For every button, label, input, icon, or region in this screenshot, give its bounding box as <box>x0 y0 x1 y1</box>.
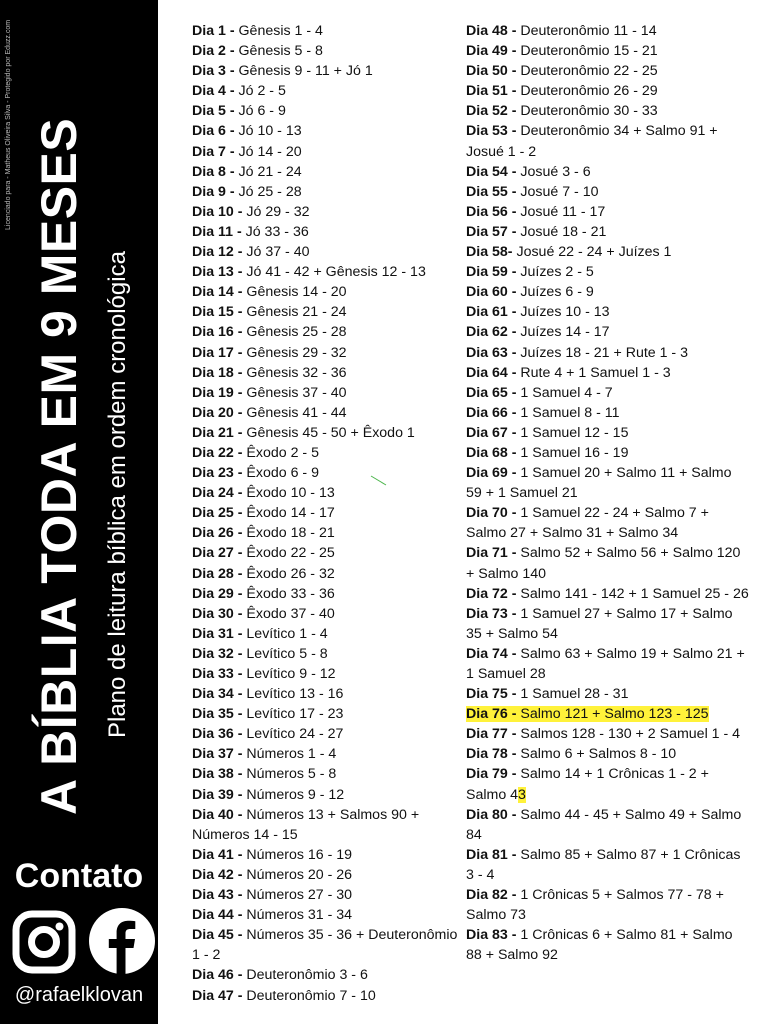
day-label: Dia 66 - <box>466 404 517 421</box>
reading-entry <box>192 604 462 624</box>
reading-entry <box>192 21 462 41</box>
reading-entry <box>192 162 462 182</box>
reading-text: Juízes 14 - 17 <box>516 324 610 341</box>
facebook-icon[interactable] <box>88 907 156 975</box>
reading-entry <box>466 182 751 202</box>
reading-entry <box>466 503 751 543</box>
reading-text: Salmo 44 - 45 + Salmo 49 + Salmo 84 <box>466 806 742 843</box>
reading-entry <box>192 523 462 543</box>
reading-entry <box>192 322 462 342</box>
reading-text: Levítico 1 - 4 <box>242 625 328 642</box>
reading-text: Josué 18 - 21 <box>516 223 607 240</box>
reading-entry <box>192 41 462 61</box>
day-label: Dia 23 - <box>192 465 243 482</box>
day-label: Dia 59 - <box>466 264 517 281</box>
reading-text: Deuteronômio 7 - 10 <box>242 987 376 1004</box>
reading-entry <box>466 343 751 363</box>
reading-entry <box>192 61 462 81</box>
reading-text: Deuteronômio 34 + Salmo 91 + Josué 1 - 2 <box>466 123 718 160</box>
day-label: Dia 39 - <box>192 786 243 803</box>
reading-entry <box>466 101 751 121</box>
reading-entry <box>466 704 751 724</box>
day-label: Dia 80 - <box>466 806 517 823</box>
reading-entry <box>466 383 751 403</box>
social-handle: @rafaelklovan <box>14 984 144 1006</box>
day-label: Dia 33 - <box>192 666 243 682</box>
sidebar <box>0 0 158 1024</box>
reading-entry <box>192 543 462 563</box>
reading-entry <box>192 423 462 443</box>
reading-entry <box>192 965 462 985</box>
reading-entry <box>192 644 462 664</box>
reading-entry <box>192 584 462 604</box>
stray-green-mark <box>370 475 388 487</box>
reading-text: Êxodo 6 - 9 <box>242 465 319 482</box>
day-label: Dia 58- <box>466 244 513 261</box>
day-label: Dia 83 - <box>466 927 517 944</box>
reading-entry <box>466 302 751 322</box>
reading-text: Êxodo 18 - 21 <box>242 525 335 542</box>
reading-entry <box>192 885 462 905</box>
reading-entry <box>466 885 751 925</box>
reading-text: Jó 41 - 42 + Gênesis 12 - 13 <box>242 264 426 281</box>
reading-entry <box>466 584 751 604</box>
day-label: Dia 28 - <box>192 565 243 582</box>
reading-text: Salmo 121 + Salmo 123 - 125 <box>516 706 709 723</box>
day-label: Dia 34 - <box>192 686 243 703</box>
day-label: Dia 79 - <box>466 766 517 783</box>
reading-entry <box>192 925 462 965</box>
day-label: Dia 16 - <box>192 324 243 341</box>
reading-entry <box>466 41 751 61</box>
reading-text: Números 35 - 36 + Deuteronômio 1 - 2 <box>192 927 458 964</box>
reading-entry <box>466 805 751 845</box>
day-label: Dia 63 - <box>466 344 517 361</box>
day-label: Dia 81 - <box>466 846 517 863</box>
day-label: Dia 75 - <box>466 686 517 703</box>
day-label: Dia 27 - <box>192 545 243 562</box>
reading-text: 1 Crônicas 5 + Salmos 77 - 78 + Salmo 73 <box>466 887 724 924</box>
reading-text: Números 5 - 8 <box>242 766 337 783</box>
reading-text: Números 13 + Salmos 90 + Números 14 - 15 <box>192 806 420 843</box>
reading-entry <box>192 403 462 423</box>
reading-entry <box>466 222 751 242</box>
day-label: Dia 56 - <box>466 203 517 220</box>
reading-entry <box>192 363 462 383</box>
reading-text: Josué 11 - 17 <box>516 203 606 220</box>
reading-text: Jó 14 - 20 <box>234 143 302 160</box>
day-label: Dia 64 - <box>466 364 517 381</box>
license-notice: Licenciado para - Matheus Oliveira Silva - Protegido por Eduzz.com <box>5 19 12 230</box>
day-label: Dia 37 - <box>192 746 243 763</box>
reading-text: Gênesis 25 - 28 <box>242 324 347 341</box>
reading-entry <box>192 744 462 764</box>
reading-text: 1 Samuel 22 - 24 + Salmo 7 + Salmo 27 + Salmo 31 + Salmo 34 <box>466 505 709 542</box>
day-label: Dia 35 - <box>192 706 243 723</box>
reading-entry <box>466 21 751 41</box>
instagram-icon[interactable] <box>12 910 76 974</box>
reading-entry <box>192 624 462 644</box>
reading-plan-left-column <box>192 21 462 1006</box>
reading-entry <box>192 986 462 1006</box>
day-label: Dia 65 - <box>466 384 517 401</box>
reading-text: Josué 22 - 24 + Juízes 1 <box>512 244 672 261</box>
reading-text: 1 Crônicas 6 + Salmo 81 + Salmo 88 + Salmo 92 <box>466 927 733 964</box>
reading-entry <box>466 322 751 342</box>
day-label: Dia 82 - <box>466 887 517 904</box>
reading-text: Rute 4 + 1 Samuel 1 - 3 <box>516 364 671 381</box>
reading-text: Levítico 13 - 16 <box>242 686 344 703</box>
reading-text: Salmo 14 + 1 Crônicas 1 - 2 + Salmo 4 <box>466 766 709 803</box>
reading-text: Gênesis 14 - 20 <box>242 284 347 301</box>
day-label: Dia 74 - <box>466 645 517 662</box>
reading-entry <box>466 925 751 965</box>
day-label: Dia 1 - <box>192 23 235 39</box>
reading-entry <box>192 282 462 302</box>
reading-entry <box>192 443 462 463</box>
day-label: Dia 45 - <box>192 927 243 944</box>
reading-text: Êxodo 22 - 25 <box>242 545 335 562</box>
day-label: Dia 41 - <box>192 846 243 863</box>
day-label: Dia 60 - <box>466 284 517 301</box>
day-label: Dia 12 - <box>192 244 243 261</box>
day-label: Dia 11 - <box>192 223 242 240</box>
reading-text: 1 Samuel 4 - 7 <box>516 384 613 401</box>
reading-entry <box>192 182 462 202</box>
day-label: Dia 47 - <box>192 987 243 1004</box>
reading-text: Salmo 52 + Salmo 56 + Salmo 120 + Salmo 140 <box>466 545 741 582</box>
day-label: Dia 46 - <box>192 967 243 984</box>
day-label: Dia 77 - <box>466 726 517 743</box>
reading-entry <box>192 343 462 363</box>
day-label: Dia 78 - <box>466 746 517 763</box>
reading-text: Levítico 5 - 8 <box>242 645 328 662</box>
reading-entry <box>466 162 751 182</box>
reading-text: Jó 6 - 9 <box>234 103 286 120</box>
reading-text: Jó 10 - 13 <box>234 123 302 140</box>
page-title: A BÍBLIA TODA EM 9 MESES <box>31 117 87 815</box>
day-label: Dia 68 - <box>466 444 517 461</box>
reading-entry <box>466 282 751 302</box>
reading-entry <box>466 604 751 644</box>
reading-entry <box>466 845 751 885</box>
day-label: Dia 8 - <box>192 163 235 180</box>
reading-text: Deuteronômio 3 - 6 <box>242 967 368 984</box>
day-label: Dia 9 - <box>192 183 235 200</box>
reading-text: Êxodo 37 - 40 <box>242 605 335 622</box>
day-label: Dia 48 - <box>466 23 517 39</box>
reading-text: Gênesis 21 - 24 <box>242 304 347 321</box>
page-subtitle: Plano de leitura bíblica em ordem cronológica <box>104 251 131 738</box>
reading-text: Deuteronômio 15 - 21 <box>516 43 658 60</box>
day-label: Dia 18 - <box>192 364 243 381</box>
day-label: Dia 36 - <box>192 726 243 743</box>
day-label: Dia 38 - <box>192 766 243 783</box>
highlighted-digit: 3 <box>518 786 526 803</box>
reading-text: Jó 29 - 32 <box>242 203 310 220</box>
day-label: Dia 4 - <box>192 83 235 100</box>
day-label: Dia 42 - <box>192 866 243 883</box>
day-label: Dia 73 - <box>466 605 517 622</box>
reading-entry <box>192 302 462 322</box>
day-label: Dia 29 - <box>192 585 243 602</box>
reading-text: Levítico 24 - 27 <box>242 726 344 743</box>
day-label: Dia 22 - <box>192 444 243 461</box>
reading-text: Jó 2 - 5 <box>234 83 286 100</box>
reading-entry <box>466 363 751 383</box>
day-label: Dia 71 - <box>466 545 517 562</box>
day-label: Dia 5 - <box>192 103 235 120</box>
reading-entry <box>192 704 462 724</box>
reading-entry <box>466 724 751 744</box>
day-label: Dia 3 - <box>192 63 235 80</box>
day-label: Dia 57 - <box>466 223 517 240</box>
day-label: Dia 19 - <box>192 384 243 401</box>
reading-text: Deuteronômio 30 - 33 <box>516 103 658 120</box>
reading-entry <box>466 61 751 81</box>
reading-entry <box>466 463 751 503</box>
reading-text: Jó 21 - 24 <box>234 163 302 180</box>
reading-text: Deuteronômio 26 - 29 <box>516 83 658 100</box>
reading-text: Jó 25 - 28 <box>234 183 302 200</box>
day-label: Dia 70 - <box>466 505 517 522</box>
day-label: Dia 76 - <box>466 706 517 723</box>
reading-text: Números 27 - 30 <box>242 887 353 904</box>
reading-entry <box>192 684 462 704</box>
reading-text: Salmos 128 - 130 + 2 Samuel 1 - 4 <box>516 726 741 743</box>
reading-text: Salmo 85 + Salmo 87 + 1 Crônicas 3 - 4 <box>466 846 741 883</box>
day-label: Dia 2 - <box>192 43 235 60</box>
day-label: Dia 31 - <box>192 625 243 642</box>
reading-entry <box>192 845 462 865</box>
reading-entry <box>466 744 751 764</box>
reading-entry <box>192 483 462 503</box>
reading-text: Números 31 - 34 <box>242 907 353 924</box>
reading-entry <box>466 684 751 704</box>
reading-text: 1 Samuel 8 - 11 <box>516 404 620 421</box>
reading-entry <box>466 423 751 443</box>
reading-text: Números 1 - 4 <box>242 746 337 763</box>
day-label: Dia 43 - <box>192 887 243 904</box>
day-label: Dia 40 - <box>192 806 243 823</box>
day-label: Dia 17 - <box>192 344 243 361</box>
reading-entry <box>466 644 751 684</box>
reading-text: Êxodo 2 - 5 <box>242 444 319 461</box>
day-label: Dia 7 - <box>192 143 235 160</box>
reading-entry <box>192 865 462 885</box>
day-label: Dia 13 - <box>192 264 243 281</box>
reading-text: Gênesis 45 - 50 + Êxodo 1 <box>242 424 415 441</box>
reading-text: Levítico 9 - 12 <box>242 666 336 682</box>
reading-text: 1 Samuel 20 + Salmo 11 + Salmo 59 + 1 Samuel 21 <box>466 465 732 502</box>
reading-entry <box>466 242 751 262</box>
day-label: Dia 49 - <box>466 43 517 60</box>
reading-entry <box>192 805 462 845</box>
day-label: Dia 32 - <box>192 645 243 662</box>
reading-text: Deuteronômio 22 - 25 <box>516 63 658 80</box>
reading-text: 1 Samuel 16 - 19 <box>516 444 629 461</box>
day-label: Dia 10 - <box>192 203 243 220</box>
reading-entry <box>192 202 462 222</box>
reading-text: Gênesis 37 - 40 <box>242 384 347 401</box>
reading-text: Deuteronômio 11 - 14 <box>516 23 657 39</box>
day-label: Dia 6 - <box>192 123 235 140</box>
reading-text: Êxodo 26 - 32 <box>242 565 335 582</box>
day-label: Dia 20 - <box>192 404 243 421</box>
reading-text: Josué 7 - 10 <box>516 183 599 200</box>
reading-entry <box>192 564 462 584</box>
reading-text: Juízes 6 - 9 <box>516 284 594 301</box>
reading-entry <box>192 383 462 403</box>
reading-entry <box>466 121 751 161</box>
reading-entry <box>192 142 462 162</box>
reading-entry <box>192 101 462 121</box>
day-label: Dia 62 - <box>466 324 517 341</box>
reading-entry <box>192 242 462 262</box>
day-label: Dia 15 - <box>192 304 243 321</box>
reading-text: Gênesis 29 - 32 <box>242 344 347 361</box>
reading-entry <box>192 664 462 684</box>
reading-text: Gênesis 1 - 4 <box>234 23 323 39</box>
reading-entry <box>466 443 751 463</box>
day-label: Dia 72 - <box>466 585 517 602</box>
reading-text: Êxodo 33 - 36 <box>242 585 335 602</box>
reading-text: Levítico 17 - 23 <box>242 706 344 723</box>
reading-text: Gênesis 41 - 44 <box>242 404 347 421</box>
reading-text: 1 Samuel 27 + Salmo 17 + Salmo 35 + Salmo 54 <box>466 605 733 642</box>
reading-text: Salmo 6 + Salmos 8 - 10 <box>516 746 677 763</box>
day-label: Dia 52 - <box>466 103 517 120</box>
reading-text: Jó 37 - 40 <box>242 244 310 261</box>
day-label: Dia 50 - <box>466 63 517 80</box>
reading-text: Números 9 - 12 <box>242 786 345 803</box>
reading-entry <box>466 403 751 423</box>
day-label: Dia 14 - <box>192 284 243 301</box>
reading-entry <box>192 262 462 282</box>
day-label: Dia 69 - <box>466 465 517 482</box>
reading-entry <box>192 81 462 101</box>
reading-entry <box>466 543 751 583</box>
reading-entry <box>466 202 751 222</box>
reading-text: Gênesis 32 - 36 <box>242 364 347 381</box>
reading-text: Josué 3 - 6 <box>516 163 591 180</box>
reading-entry <box>466 81 751 101</box>
reading-text: Salmo 141 - 142 + 1 Samuel 25 - 26 <box>516 585 749 602</box>
reading-text: Jó 33 - 36 <box>241 223 309 240</box>
reading-entry <box>466 764 751 804</box>
day-label: Dia 44 - <box>192 907 243 924</box>
reading-text: Êxodo 14 - 17 <box>242 505 335 522</box>
reading-entry <box>192 222 462 242</box>
reading-text: Gênesis 5 - 8 <box>234 43 323 60</box>
day-label: Dia 55 - <box>466 183 517 200</box>
reading-entry <box>192 905 462 925</box>
day-label: Dia 26 - <box>192 525 243 542</box>
day-label: Dia 25 - <box>192 505 243 522</box>
day-label: Dia 21 - <box>192 424 243 441</box>
reading-text: 1 Samuel 28 - 31 <box>516 686 629 703</box>
reading-plan-right-column <box>466 21 751 965</box>
day-label: Dia 51 - <box>466 83 517 100</box>
reading-entry <box>192 785 462 805</box>
day-label: Dia 61 - <box>466 304 517 321</box>
reading-text: Juízes 10 - 13 <box>516 304 610 321</box>
contact-heading: Contato <box>14 857 144 895</box>
reading-text: Salmo 63 + Salmo 19 + Salmo 21 + 1 Samuel 28 <box>466 645 745 682</box>
day-label: Dia 30 - <box>192 605 243 622</box>
reading-entry <box>192 724 462 744</box>
reading-entry <box>192 121 462 141</box>
day-label: Dia 53 - <box>466 123 517 140</box>
day-label: Dia 24 - <box>192 485 243 502</box>
reading-entry <box>192 463 462 483</box>
reading-text: Juízes 2 - 5 <box>516 264 594 281</box>
reading-entry <box>192 764 462 784</box>
reading-text: Êxodo 10 - 13 <box>242 485 335 502</box>
reading-text: Juízes 18 - 21 + Rute 1 - 3 <box>516 344 688 361</box>
day-label: Dia 54 - <box>466 163 517 180</box>
reading-text: 1 Samuel 12 - 15 <box>516 424 629 441</box>
social-icons <box>12 907 156 979</box>
reading-text: Números 16 - 19 <box>242 846 353 863</box>
reading-text: Números 20 - 26 <box>242 866 353 883</box>
reading-entry <box>466 262 751 282</box>
reading-entry <box>192 503 462 523</box>
day-label: Dia 67 - <box>466 424 517 441</box>
reading-text: Gênesis 9 - 11 + Jó 1 <box>234 63 373 80</box>
